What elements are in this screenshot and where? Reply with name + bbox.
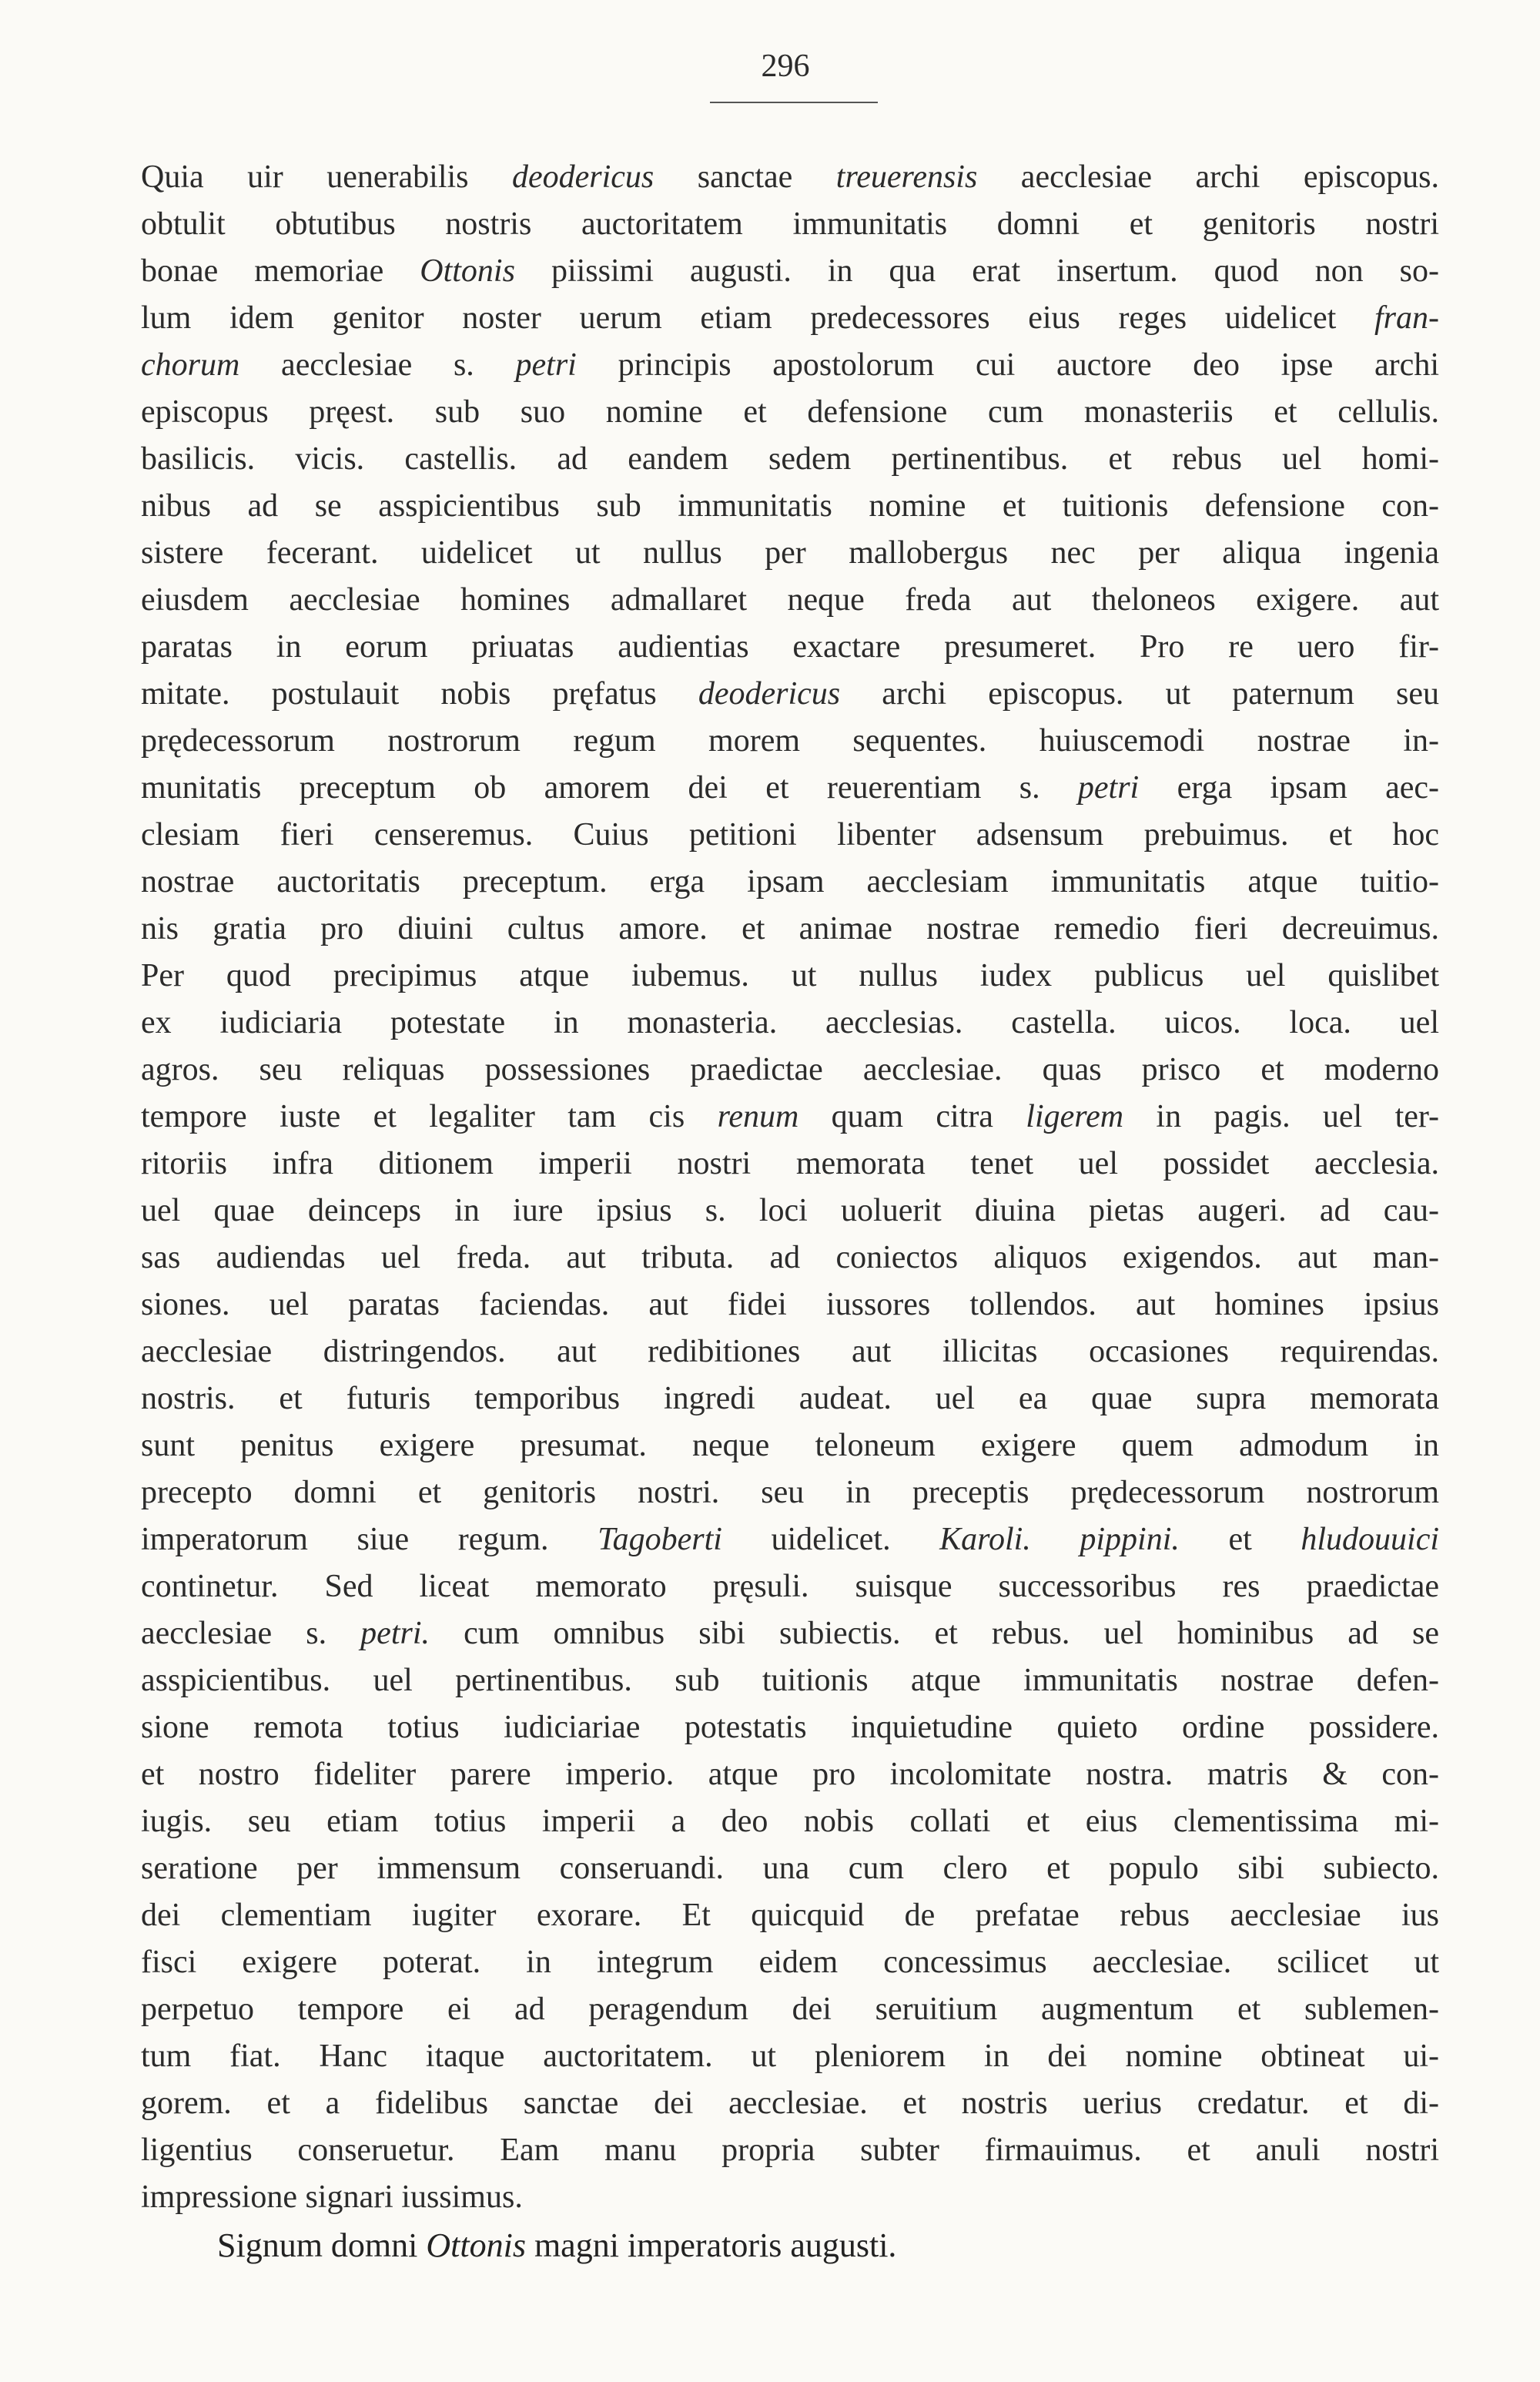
text-segment: fisci exigere poterat. in integrum eidem concessimus aecclesiae. scilicet ut xyxy=(141,1945,1439,1980)
italic-name: Ottonis xyxy=(426,2226,526,2264)
text-line xyxy=(141,342,1439,389)
text-segment: paratas in eorum priuatas audientias exactare presumeret. Pro re uero fir- xyxy=(141,629,1439,665)
italic-name: fran- xyxy=(1374,300,1439,336)
text-segment: nibus ad se asspicientibus sub immunitatis nomine et tuitionis defensione con- xyxy=(141,488,1439,524)
italic-name: deodericus xyxy=(698,676,841,712)
text-segment: episcopus pręest. sub suo nomine et defensione cum monasteriis et cellulis. xyxy=(141,394,1439,430)
text-segment: tum fiat. Hanc itaque auctoritatem. ut pleniorem in dei nomine obtineat ui- xyxy=(141,2039,1439,2074)
text-line xyxy=(141,1235,1439,1281)
text-segment: eiusdem aecclesiae homines admallaret neque freda aut theloneos exigere. aut xyxy=(141,582,1439,618)
text-segment: piissimi augusti. in qua erat insertum. quod non so- xyxy=(514,253,1440,289)
text-segment: precepto domni et genitoris nostri. seu in preceptis prędecessorum nostrorum xyxy=(141,1475,1439,1510)
text-line xyxy=(141,671,1439,718)
italic-name: hludouuici xyxy=(1301,1522,1440,1557)
text-line xyxy=(141,1188,1439,1235)
text-segment: gorem. et a fidelibus sanctae dei aecclesiae. et nostris uerius credatur. et di- xyxy=(141,2086,1439,2121)
italic-name: pippini. xyxy=(1080,1522,1180,1557)
text-line xyxy=(141,1000,1439,1047)
text-line xyxy=(141,1986,1439,2033)
italic-name: petri. xyxy=(360,1616,430,1651)
text-line xyxy=(141,483,1439,530)
text-line xyxy=(141,2174,1439,2221)
text-segment: nostrae auctoritatis preceptum. erga ipsam aecclesiam immunitatis atque tuitio- xyxy=(141,864,1439,900)
italic-name: Tagoberti xyxy=(598,1522,722,1557)
text-segment: aecclesiae distringendos. aut redibitiones aut illicitas occasiones requirendas. xyxy=(141,1334,1439,1369)
text-line xyxy=(141,2080,1439,2127)
text-segment: basilicis. vicis. castellis. ad eandem sedem pertinentibus. et rebus uel homi- xyxy=(141,441,1439,477)
text-segment: uel quae deinceps in iure ipsius s. loci uoluerit diuina pietas augeri. ad cau- xyxy=(141,1193,1439,1228)
text-segment: aecclesiae s. xyxy=(239,347,516,383)
text-segment: sanctae xyxy=(654,159,836,195)
text-line xyxy=(141,1141,1439,1188)
text-segment: obtulit obtutibus nostris auctoritatem immunitatis domni et genitoris nostri xyxy=(141,206,1439,242)
text-line xyxy=(141,389,1439,436)
text-segment: nis gratia pro diuini cultus amore. et animae nostrae remedio fieri decreuimus. xyxy=(141,911,1439,946)
document-body xyxy=(141,154,1439,2221)
text-line xyxy=(141,765,1439,812)
text-line xyxy=(141,295,1439,342)
text-segment: et nostro fideliter parere imperio. atque pro incolomitate nostra. matris & con- xyxy=(141,1757,1439,1792)
text-line xyxy=(141,718,1439,765)
text-segment: sione remota totius iudiciariae potestatis inquietudine quieto ordine possidere. xyxy=(141,1710,1439,1745)
signum-line xyxy=(217,2222,896,2269)
text-segment: sistere fecerant. uidelicet ut nullus per mallobergus nec per aliqua ingenia xyxy=(141,535,1439,571)
text-segment: asspicientibus. uel pertinentibus. sub tuitionis atque immunitatis nostrae defen- xyxy=(141,1663,1439,1698)
text-segment: iugis. seu etiam totius imperii a deo nobis collati et eius clementissima mi- xyxy=(141,1804,1439,1839)
text-line xyxy=(141,436,1439,483)
page-number: 296 xyxy=(761,49,810,84)
text-segment: archi episcopus. ut paternum seu xyxy=(840,676,1439,712)
text-segment: seratione per immensum conseruandi. una cum clero et populo sibi subiecto. xyxy=(141,1851,1439,1886)
text-segment: Quia uir uenerabilis xyxy=(141,159,512,195)
text-segment: tempore iuste et legaliter tam cis xyxy=(141,1099,718,1134)
text-segment: ritoriis infra ditionem imperii nostri memorata tenet uel possidet aecclesia. xyxy=(141,1146,1439,1181)
text-segment: mitate. postulauit nobis pręfatus xyxy=(141,676,698,712)
italic-name: Ottonis xyxy=(420,253,515,289)
text-segment: magni imperatoris augusti. xyxy=(525,2226,897,2264)
text-line xyxy=(141,1516,1439,1563)
italic-name: Karoli. xyxy=(939,1522,1031,1557)
text-segment: erga ipsam aec- xyxy=(1139,770,1439,806)
text-segment: et xyxy=(1179,1522,1301,1557)
text-line xyxy=(141,1563,1439,1610)
text-line xyxy=(141,201,1439,248)
text-segment xyxy=(1031,1522,1080,1557)
text-segment: imperatorum siue regum. xyxy=(141,1522,598,1557)
text-segment: quam citra xyxy=(798,1099,1026,1134)
text-segment: ligentius conseruetur. Eam manu propria subter firmauimus. et anuli nostri xyxy=(141,2132,1439,2168)
text-segment: siones. uel paratas faciendas. aut fidei iussores tollendos. aut homines ipsius xyxy=(141,1287,1439,1322)
text-segment: perpetuo tempore ei ad peragendum dei seruitium augmentum et sublemen- xyxy=(141,1992,1439,2027)
text-segment: Per quod precipimus atque iubemus. ut nullus iudex publicus uel quislibet xyxy=(141,958,1439,993)
text-line xyxy=(141,2033,1439,2080)
text-line xyxy=(141,1422,1439,1469)
text-line xyxy=(141,1751,1439,1798)
text-segment: nostris. et futuris temporibus ingredi audeat. uel ea quae supra memorata xyxy=(141,1381,1439,1416)
text-line xyxy=(141,154,1439,201)
text-line xyxy=(141,1281,1439,1328)
italic-name: chorum xyxy=(141,347,240,383)
text-line xyxy=(141,812,1439,859)
text-segment: agros. seu reliquas possessiones praedictae aecclesiae. quas prisco et moderno xyxy=(141,1052,1439,1087)
italic-name: petri xyxy=(1077,770,1140,806)
italic-name: petri xyxy=(515,347,577,383)
text-segment: dei clementiam iugiter exorare. Et quicquid de prefatae rebus aecclesiae ius xyxy=(141,1898,1439,1933)
text-segment: uidelicet. xyxy=(721,1522,940,1557)
text-line xyxy=(141,1610,1439,1657)
text-segment: sunt penitus exigere presumat. neque teloneum exigere quem admodum in xyxy=(141,1428,1439,1463)
text-segment: munitatis preceptum ob amorem dei et reuerentiam s. xyxy=(141,770,1078,806)
text-line xyxy=(141,1657,1439,1704)
italic-name: deodericus xyxy=(511,159,654,195)
text-line xyxy=(141,1094,1439,1141)
text-segment: sas audiendas uel freda. aut tributa. ad coniectos aliquos exigendos. aut man- xyxy=(141,1240,1439,1275)
text-line xyxy=(141,530,1439,577)
text-line xyxy=(141,1939,1439,1986)
text-segment: continetur. Sed liceat memorato pręsuli. suisque successoribus res praedictae xyxy=(141,1569,1439,1604)
text-segment: lum idem genitor noster uerum etiam predecessores eius reges uidelicet xyxy=(141,300,1374,336)
text-line xyxy=(141,1047,1439,1094)
text-segment: in pagis. uel ter- xyxy=(1123,1099,1440,1134)
text-line xyxy=(141,1375,1439,1422)
page-number-rule xyxy=(710,102,878,103)
text-segment: aecclesiae s. xyxy=(141,1616,361,1651)
text-line xyxy=(141,906,1439,953)
text-line xyxy=(141,1892,1439,1939)
text-line xyxy=(141,953,1439,1000)
text-line xyxy=(141,1704,1439,1751)
text-line xyxy=(141,248,1439,295)
text-segment: impressione signari iussimus. xyxy=(141,2179,523,2215)
text-line xyxy=(141,859,1439,906)
text-segment: ex iudiciaria potestate in monasteria. aecclesias. castella. uicos. loca. uel xyxy=(141,1005,1439,1040)
text-segment: bonae memoriae xyxy=(141,253,420,289)
text-line xyxy=(141,1469,1439,1516)
text-line xyxy=(141,624,1439,671)
text-segment: Signum domni xyxy=(217,2226,427,2264)
italic-name: renum xyxy=(717,1099,799,1134)
text-line xyxy=(141,2127,1439,2174)
text-line xyxy=(141,1328,1439,1375)
text-segment: aecclesiae archi episcopus. xyxy=(977,159,1439,195)
text-segment: clesiam fieri censeremus. Cuius petitioni libenter adsensum prebuimus. et hoc xyxy=(141,817,1439,853)
text-segment: prędecessorum nostrorum regum morem sequentes. huiuscemodi nostrae in- xyxy=(141,723,1439,759)
text-line xyxy=(141,1798,1439,1845)
text-segment: cum omnibus sibi subiectis. et rebus. uel hominibus ad se xyxy=(430,1616,1439,1651)
text-line xyxy=(141,1845,1439,1892)
text-line xyxy=(141,577,1439,624)
text-segment: principis apostolorum cui auctore deo ipse archi xyxy=(576,347,1439,383)
italic-name: ligerem xyxy=(1026,1099,1124,1134)
italic-name: treuerensis xyxy=(835,159,978,195)
